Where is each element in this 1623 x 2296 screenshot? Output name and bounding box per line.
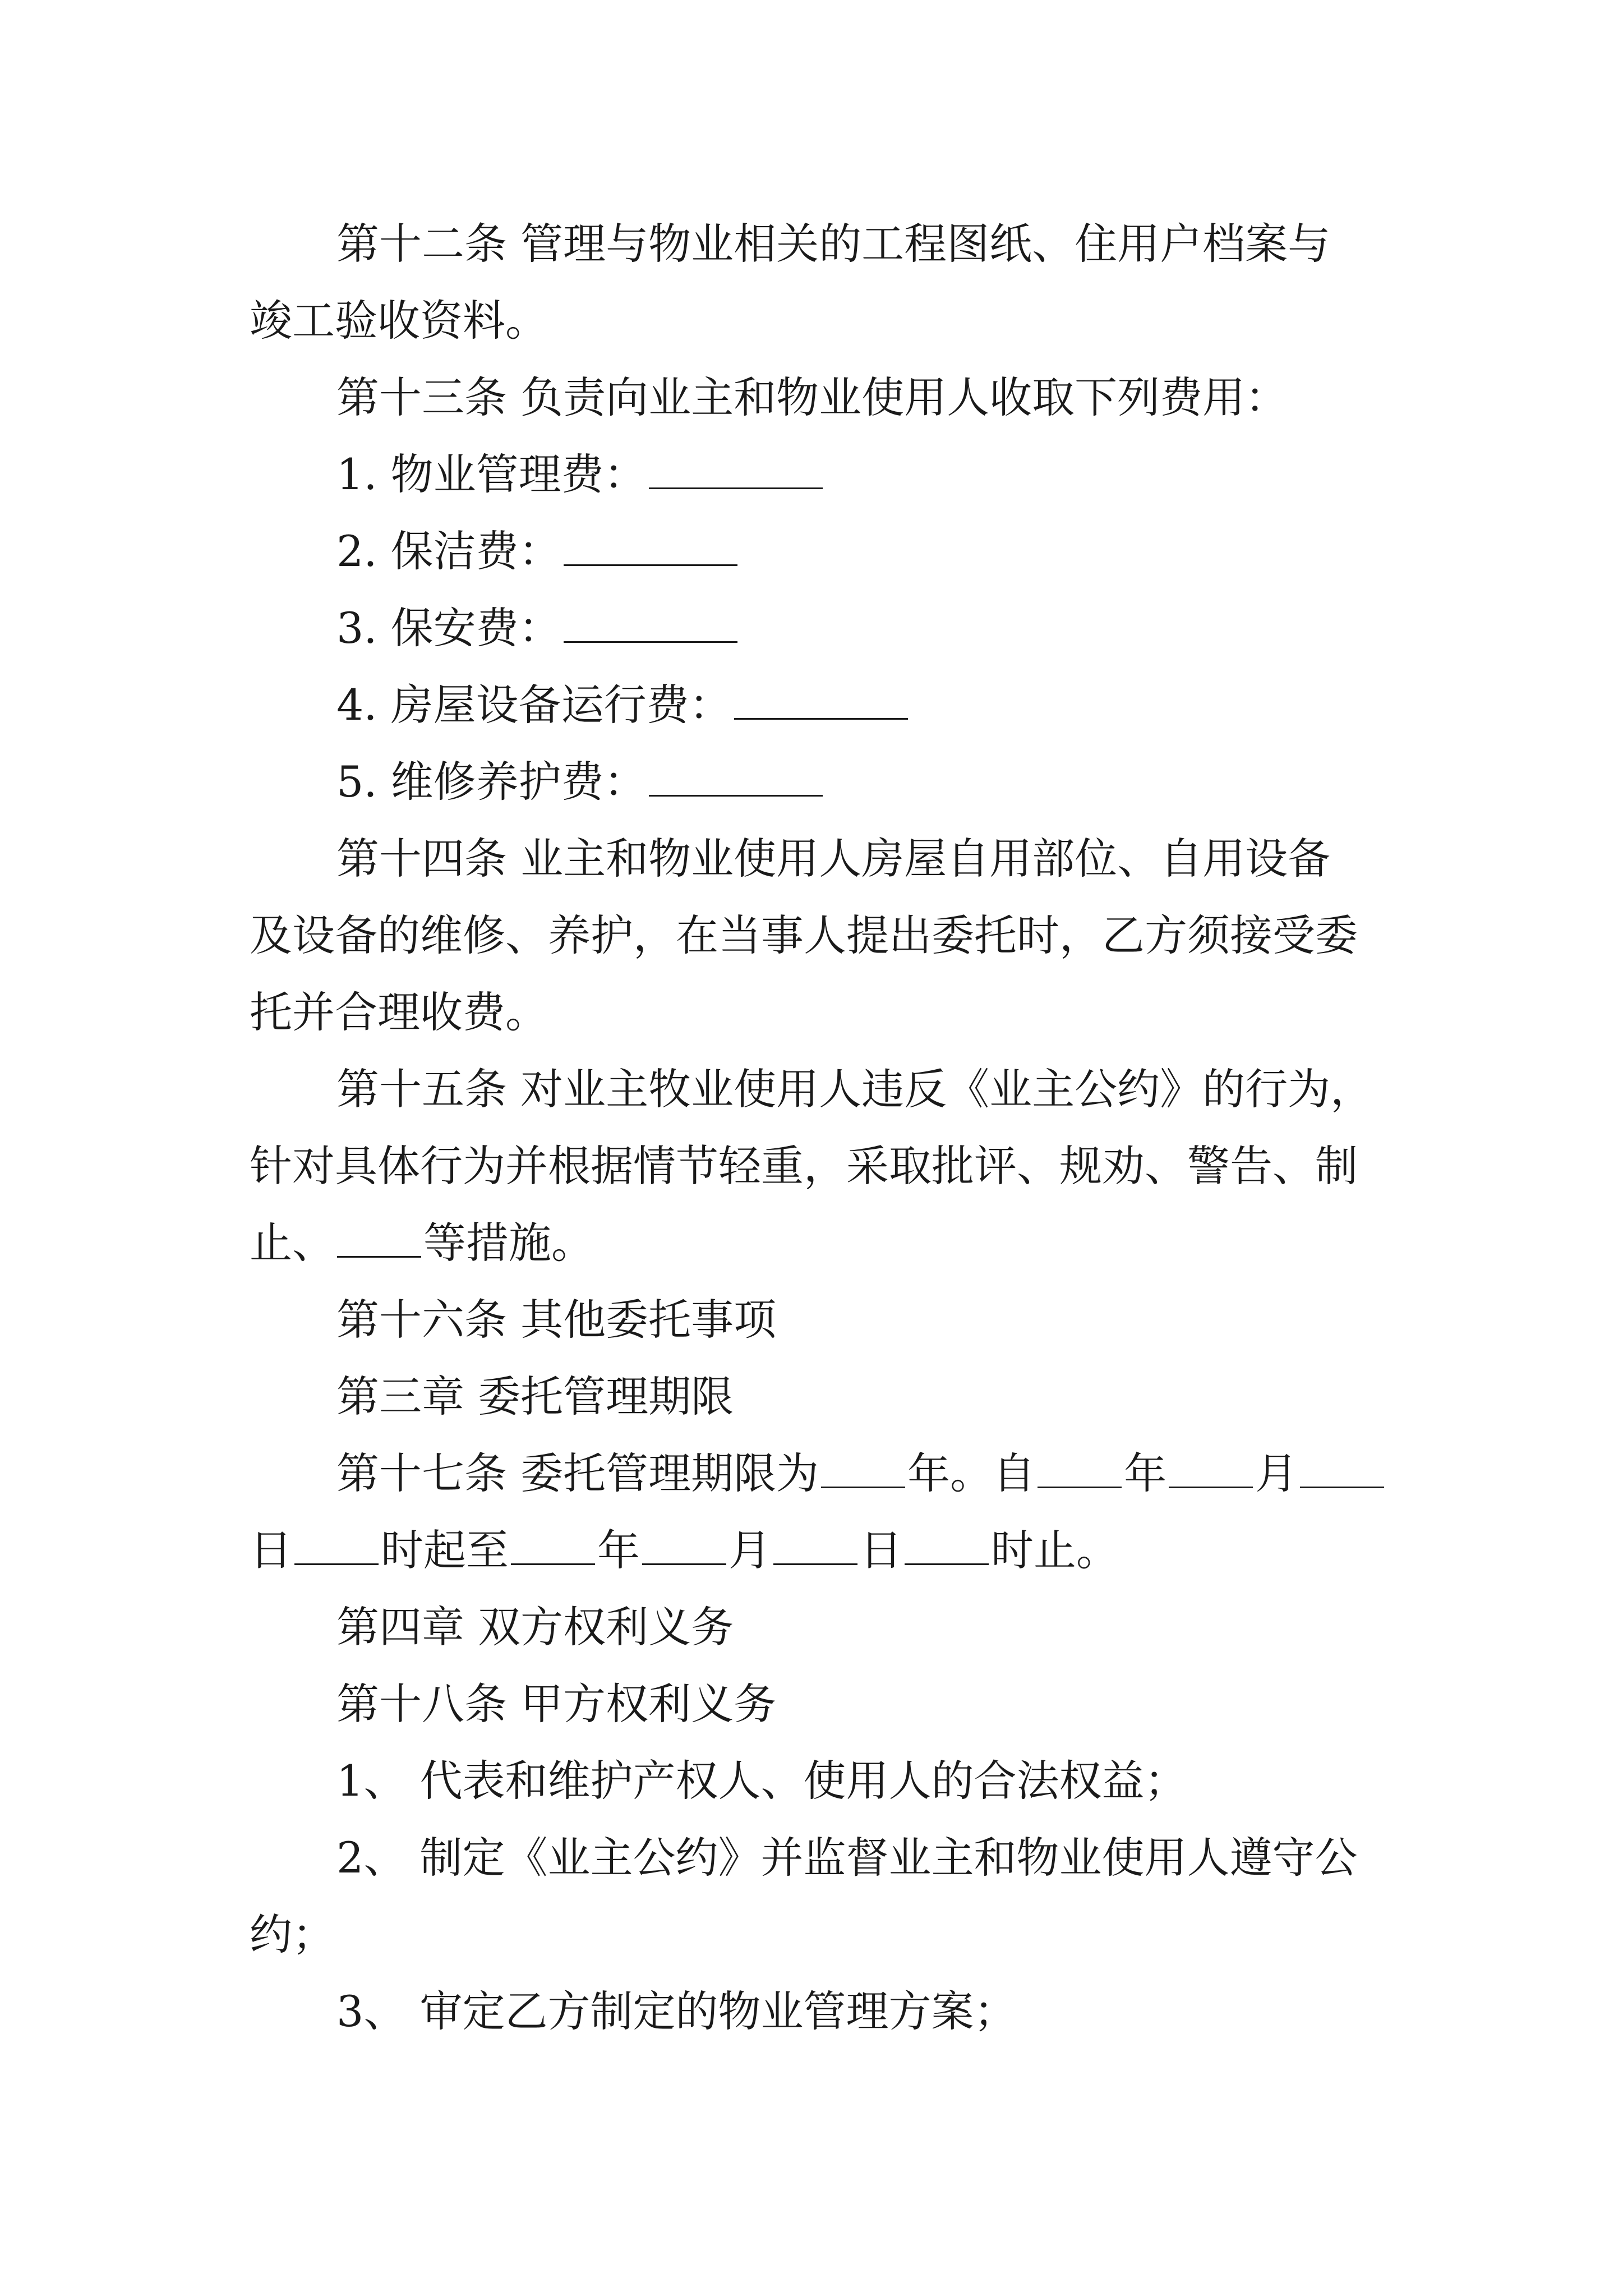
text-segment: 日 [860, 1525, 902, 1575]
text-segment: 第十七条 委托管理期限为 [336, 1448, 819, 1498]
fee-item-label: 3. 保安费： [336, 603, 561, 653]
article-15-line-1: 第十五条 对业主牧业使用人违反《业主公约》的行为， [336, 1064, 1373, 1114]
blank-line [642, 1555, 726, 1565]
blank-line [905, 1555, 989, 1565]
text-segment: 时起至 [381, 1525, 509, 1575]
blank-line [1169, 1478, 1253, 1488]
article-17-line-1 [336, 1446, 1386, 1502]
blank-line [734, 710, 908, 720]
article-14-line-3: 托并合理收费。 [250, 987, 548, 1037]
article-12-line-2: 竣工验收资料。 [250, 296, 548, 346]
blank-line [1038, 1478, 1122, 1488]
blank-line [649, 479, 823, 489]
obligation-item-1: 1、 代表和维护产权人、使用人的合法权益； [336, 1756, 1187, 1806]
blank-line [294, 1555, 379, 1565]
fee-item-label: 2. 保洁费： [336, 526, 561, 576]
chapter-3-heading: 第三章 委托管理期限 [336, 1372, 734, 1421]
obligation-item-2: 2、 制定《业主公约》并监督业主和物业使用人遵守公 [336, 1833, 1358, 1883]
article-15-line-3 [250, 1215, 594, 1271]
blank-line [511, 1555, 595, 1565]
fee-item-4 [336, 677, 910, 733]
text-segment: 止、 [250, 1218, 335, 1268]
text-segment: 时止。 [991, 1525, 1119, 1575]
text-segment: 年。自 [907, 1448, 1036, 1498]
blank-line [564, 633, 737, 643]
article-15-line-2: 针对具体行为并根据情节轻重，采取批评、规劝、警告、制 [250, 1141, 1358, 1191]
blank-line [1300, 1478, 1384, 1488]
obligation-item-2-continued: 约； [250, 1910, 335, 1959]
text-segment: 月 [1255, 1448, 1298, 1498]
article-17-line-2 [250, 1522, 1119, 1579]
blank-line [337, 1248, 421, 1258]
blank-line [649, 786, 823, 797]
text-segment: 等措施。 [423, 1218, 594, 1268]
fee-item-label: 4. 房屋设备运行费： [336, 680, 732, 730]
article-14-line-2: 及设备的维修、养护，在当事人提出委托时，乙方须接受委 [250, 910, 1358, 960]
text-segment: 年 [597, 1525, 640, 1575]
blank-line [773, 1555, 857, 1565]
text-segment: 日 [250, 1525, 292, 1575]
fee-item-5 [336, 754, 825, 810]
fee-item-2 [336, 523, 740, 579]
article-16: 第十六条 其他委托事项 [336, 1295, 777, 1345]
article-14-line-1: 第十四条 业主和物业使用人房屋自用部位、自用设备 [336, 834, 1331, 884]
fee-item-3 [336, 600, 740, 656]
article-18-title: 第十八条 甲方权利义务 [336, 1679, 777, 1729]
obligation-item-3: 3、 审定乙方制定的物业管理方案； [336, 1986, 1017, 2036]
fee-item-1 [336, 447, 825, 503]
text-segment: 年 [1124, 1448, 1167, 1498]
article-12-line-1: 第十二条 管理与物业相关的工程图纸、住用户档案与 [336, 219, 1331, 269]
fee-item-label: 5. 维修养护费： [336, 757, 647, 807]
chapter-4-heading: 第四章 双方权利义务 [336, 1602, 734, 1652]
blank-line [821, 1478, 905, 1488]
fee-item-label: 1. 物业管理费： [336, 449, 647, 499]
blank-line [564, 556, 737, 566]
text-segment: 月 [728, 1525, 771, 1575]
article-13-title: 第十三条 负责向业主和物业使用人收取下列费用： [336, 372, 1288, 422]
